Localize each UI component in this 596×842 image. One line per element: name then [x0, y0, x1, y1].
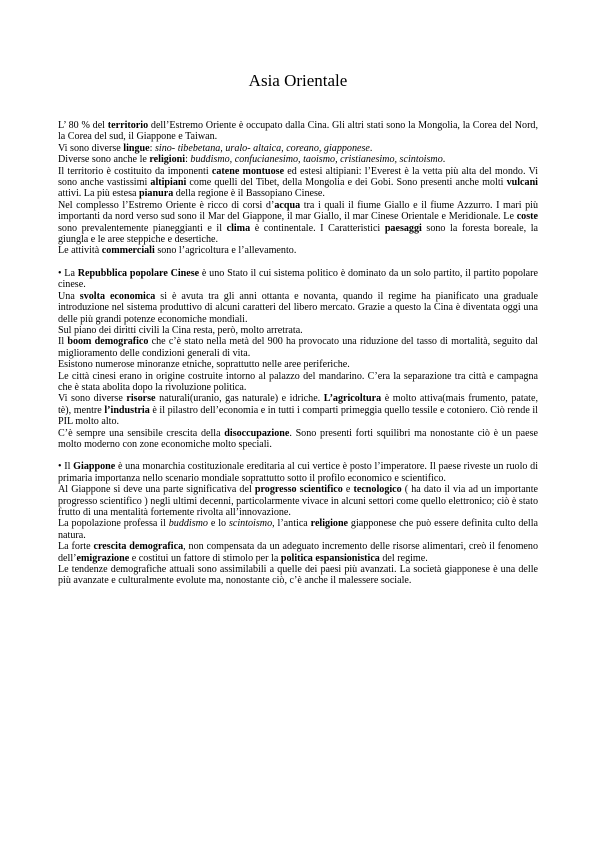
paragraph-japan-religion: La popolazione professa il buddismo e lo scintoismo, l’antica religione giapponese che può essere definita culto della natura.: [58, 518, 538, 541]
paragraph-commerce: Le attività commerciali sono l’agricoltura e l’allevamento.: [58, 245, 297, 257]
paragraph-relief: Il territorio è costituito da imponenti catene montuose ed estesi altipiani: l’Everest è la vetta più alta del mondo. Vi sono anche vastissimi altipiani come quelli del Tibet, della Mongolia e dei Gobi. Sono presenti anche molti vulcani attivi. La più estesa pianura della regione è il Bassopiano Cinese.: [58, 165, 539, 200]
paragraph-japan-state: • Il Giappone è una monarchia costituzionale ereditaria al cui vertice è posto l’imperatore. Il paese riveste un ruolo di primaria importanza nello scenario mondiale soprattutto sotto il profilo economico e scientifico.: [58, 461, 538, 484]
paragraph-china-state: • La Repubblica popolare Cinese è uno Stato il cui sistema politico è dominato da un solo partito, il partito popolare cinese.: [58, 267, 539, 291]
paragraph-japan-demography: La forte crescita demografica, non compensata da un adeguato incremento delle risorse alimentari, creò il fenomeno dell’emigrazione e costitui un fattore di stimolo per la politica espansionistica del regime.: [58, 541, 539, 564]
paragraph-unemployment: C’è sempre una sensibile crescita della disoccupazione. Sono presenti forti squilibri ma nonostante ciò è un paese molto moderno con zone economiche molto speciali.: [58, 427, 539, 450]
paragraph-minorities: Esistono numerose minoranze etniche, soprattutto nelle aree periferiche.: [58, 359, 350, 371]
paragraph-civil-rights: Sul piano dei diritti civili la Cina resta, però, molto arretrata.: [58, 324, 303, 336]
paragraph-china-economy: Una svolta economica si è avuta tra gli anni ottanta e novanta, quando il regime ha pianificato una graduale introduzione nel sistema produttivo di alcuni caratteri del libero mercato. Grazie a questo la Cina è diventata oggi una delle più grandi potenze economiche mondiali.: [58, 290, 538, 325]
paragraph-resources: Vi sono diverse risorse naturali(uranio, gas naturale) e idriche. L’agricoltura è molto attiva(mais frumento, patate, tè), mentre l’industria è il pilastro dell’economia e in tutti i comparti primeggia quello tessile e cotoniero. Ciò rende il PIL molto alto.: [58, 393, 538, 428]
paragraph-japan-progress: Al Giappone si deve una parte significativa del progresso scientifico e tecnologico ( ha dato il via ad un importante progresso scientifico ) negli ultimi decenni, particolarmente vivace in alcuni settori come quello elettronico; ciò è stato frutto di una mentalità fortemente rivolta all’innovazione.: [58, 484, 539, 518]
paragraph-languages: Vi sono diverse lingue: sino- tibebetana, uralo- altaica, coreano, giapponese.: [58, 142, 373, 154]
paragraph-waters-climate: Nel complesso l’Estremo Oriente è ricco di corsi d’acqua tra i quali il fiume Giallo e il fiume Azzurro. I mari più importanti da nord verso sud sono il Mar del Giappone, il mar Giallo, il mar Cinese Orientale e Meridionale. Le coste sono prevalentemente pianeggianti e il clima è continentale. I Caratteristici paesaggi sono la foresta boreale, la giungla e le aree steppiche e desertiche.: [58, 199, 538, 246]
section-gap: [58, 257, 538, 268]
section-gap: [58, 450, 538, 461]
bullet-icon: •: [58, 267, 62, 279]
paragraph-territory: L’ 80 % del territorio dell’Estremo Oriente è occupato dalla Cina. Gli altri stati sono la Mongolia, la Corea del Nord, la Corea del sud, il Giappone e Taiwan.: [58, 120, 539, 143]
paragraph-japan-trends: Le tendenze demografiche attuali sono assimilabili a quelle dei paesi più avanzati. La società giapponese è una delle più avanzate e culturalmente evolute ma, nonostante ciò, c’è anche il malessere sociale.: [58, 564, 538, 587]
paragraph-religions: Diverse sono anche le religioni: buddismo, confucianesimo, taoismo, cristianesimo, scintoismo.: [58, 154, 446, 166]
paragraph-demographic-boom: Il boom demografico che c’è stato nella metà del 900 ha provocato una riduzione del tasso di mortalità, seguito dal miglioramento delle condizioni generali di vita.: [58, 336, 538, 359]
page-title: Asia Orientale: [248, 71, 348, 90]
bullet-icon: •: [58, 461, 62, 473]
paragraph-cities: Le città cinesi erano in origine costruite intorno al palazzo del mandarino. C’era la separazione tra città e campagna che è stata abolita dopo la rivoluzione politica.: [58, 370, 538, 393]
